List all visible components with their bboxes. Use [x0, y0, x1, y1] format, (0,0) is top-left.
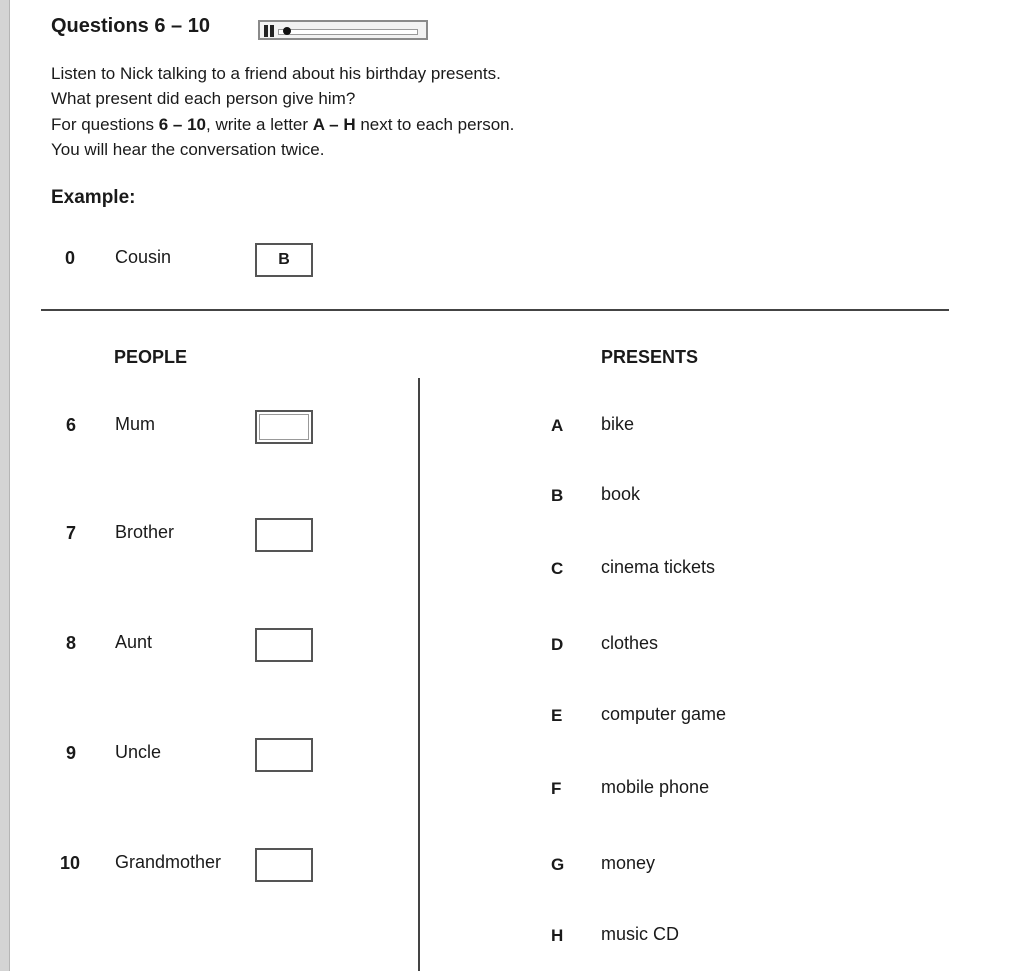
- present-letter: G: [551, 855, 565, 874]
- instruction-text: , write a letter: [206, 115, 313, 134]
- answer-box-7[interactable]: [255, 518, 313, 552]
- present-letter: A: [551, 416, 564, 435]
- person-name: Grandmother: [115, 852, 222, 872]
- example-answer-box: B: [255, 243, 313, 277]
- answer-box-10[interactable]: [255, 848, 313, 882]
- section-divider: [41, 309, 949, 311]
- present-letter: H: [551, 926, 564, 945]
- people-heading: PEOPLE: [114, 347, 188, 367]
- question-number: 10: [60, 853, 81, 873]
- present-label: cinema tickets: [601, 557, 716, 577]
- audio-progress-knob[interactable]: [283, 27, 291, 35]
- present-label: computer game: [601, 704, 727, 724]
- question-number: 8: [66, 633, 77, 653]
- example-person: Cousin: [115, 247, 172, 267]
- present-label: clothes: [601, 633, 659, 653]
- audio-player[interactable]: [258, 20, 428, 40]
- present-letter: F: [551, 779, 562, 798]
- present-label: music CD: [601, 924, 680, 944]
- present-letter: C: [551, 559, 564, 578]
- instruction-text: next to each person.: [355, 115, 515, 134]
- letter-range: A – H: [312, 115, 356, 134]
- instruction-text: For questions: [51, 115, 159, 134]
- present-label: book: [601, 484, 641, 504]
- present-label: money: [601, 853, 656, 873]
- window-left-border: [0, 0, 10, 971]
- answer-box-9[interactable]: [255, 738, 313, 772]
- presents-heading: PRESENTS: [601, 347, 699, 367]
- answer-box-8[interactable]: [255, 628, 313, 662]
- instruction-line-4: You will hear the conversation twice.: [51, 140, 325, 159]
- person-name: Uncle: [115, 742, 162, 762]
- question-range: 6 – 10: [158, 115, 206, 134]
- question-number: 7: [66, 523, 77, 543]
- example-number: 0: [65, 248, 76, 268]
- present-label: bike: [601, 414, 635, 434]
- present-letter: E: [551, 706, 563, 725]
- present-letter: B: [551, 486, 564, 505]
- instruction-line-1: Listen to Nick talking to a friend about his birthday presents.: [51, 64, 501, 83]
- present-letter: D: [551, 635, 564, 654]
- person-name: Mum: [115, 414, 155, 434]
- question-number: 6: [66, 415, 77, 435]
- page-title: Questions 6 – 10: [51, 15, 210, 37]
- instruction-line-2: What present did each person give him?: [51, 89, 356, 108]
- example-label: Example:: [51, 187, 136, 208]
- person-name: Brother: [115, 522, 175, 542]
- column-divider: [418, 378, 420, 971]
- answer-box-6[interactable]: [255, 410, 313, 444]
- pause-icon[interactable]: [264, 25, 274, 37]
- audio-progress-track[interactable]: [278, 29, 418, 35]
- present-label: mobile phone: [601, 777, 710, 797]
- question-number: 9: [66, 743, 77, 763]
- instruction-line-3: [51, 115, 514, 135]
- person-name: Aunt: [115, 632, 153, 652]
